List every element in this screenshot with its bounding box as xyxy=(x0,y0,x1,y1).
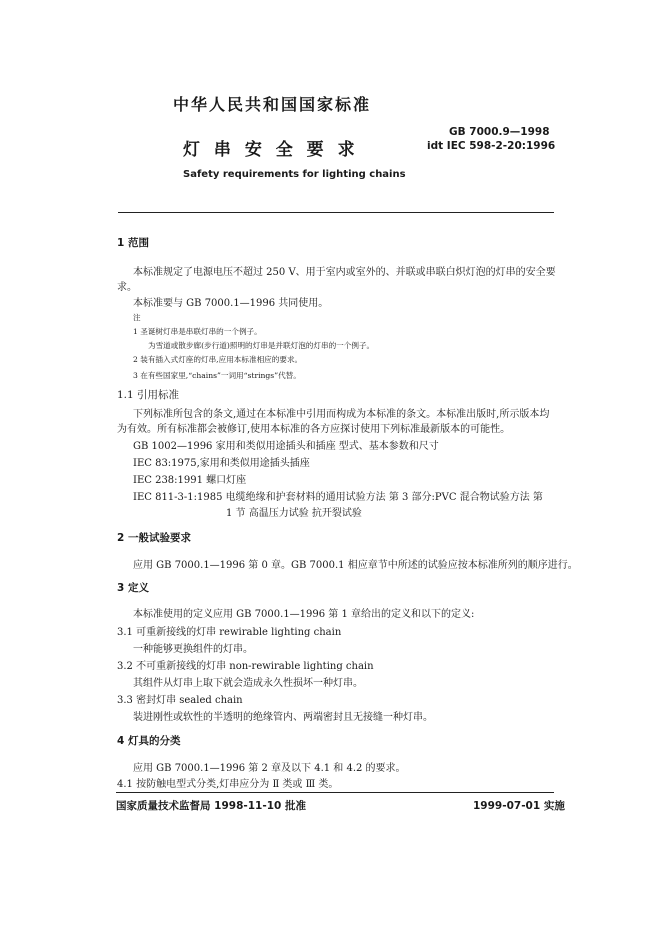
reference-1: GB 1002—1996 家用和类似用途插头和插座 型式、基本参数和尺寸 xyxy=(133,441,439,452)
s2-paragraph: 应用 GB 7000.1—1996 第 0 章。GB 7000.1 相应章节中所述的试验应按本标准所列的顺序进行。 xyxy=(133,560,578,571)
s1-paragraph-1a: 本标准规定了电源电压不超过 250 V、用于室内或室外的、并联或串联白炽灯泡的灯串的安全要 xyxy=(133,267,556,278)
note-1: 1 圣诞树灯串是串联灯串的一个例子。 xyxy=(133,327,262,336)
definition-3-1-text: 一种能够更换组件的灯串。 xyxy=(133,644,253,655)
footer-rule xyxy=(116,792,554,793)
section-3-heading: 3 定义 xyxy=(117,582,149,594)
approval-date: 国家质量技术监督局 1998-11-10 批准 xyxy=(116,800,306,812)
s1-paragraph-1b: 求。 xyxy=(117,282,137,293)
standard-code: GB 7000.9—1998 xyxy=(449,126,550,138)
header-rule xyxy=(118,212,554,213)
reference-2: IEC 83:1975,家用和类似用途插头插座 xyxy=(133,458,310,469)
national-standard-title: 中华人民共和国国家标准 xyxy=(173,95,372,114)
implementation-date: 1999-07-01 实施 xyxy=(473,800,565,812)
document-title-en: Safety requirements for lighting chains xyxy=(183,169,406,180)
s11-paragraph-a: 下列标准所包含的条文,通过在本标准中引用而构成为本标准的条文。本标准出版时,所示版本均 xyxy=(133,409,550,420)
section-1-heading: 1 范围 xyxy=(117,237,149,249)
section-2-heading: 2 一般试验要求 xyxy=(117,532,191,544)
s4-paragraph-2: 4.1 按防触电型式分类,灯串应分为 Ⅱ 类或 Ⅲ 类。 xyxy=(117,779,339,790)
s1-paragraph-2: 本标准要与 GB 7000.1—1996 共同使用。 xyxy=(133,298,329,309)
definition-3-3-text: 装进刚性或软性的半透明的绝缘管内、两端密封且无接缝一种灯串。 xyxy=(133,712,433,723)
definition-3-2: 3.2 不可重新接线的灯串 non-rewirable lighting chain xyxy=(117,661,374,672)
note-2: 2 装有插入式灯座的灯串,应用本标准相应的要求。 xyxy=(133,355,303,364)
document-title-cn: 灯 串 安 全 要 求 xyxy=(183,140,359,160)
note-1b: 为雪道或散步廊(步行道)照明的灯串是并联灯泡的灯串的一个例子。 xyxy=(148,341,375,350)
definition-3-2-text: 其组件从灯串上取下就会造成永久性损坏一种灯串。 xyxy=(133,678,363,689)
note-3: 3 在有些国家里,“chains”一词用“strings”代替。 xyxy=(133,371,301,380)
reference-4b: 1 节 高温压力试验 抗开裂试验 xyxy=(226,508,362,519)
idt-reference: idt IEC 598-2-20:1996 xyxy=(427,140,556,152)
s4-paragraph-1: 应用 GB 7000.1—1996 第 2 章及以下 4.1 和 4.2 的要求。 xyxy=(133,763,406,774)
reference-4: IEC 811-3-1:1985 电缆绝缘和护套材料的通用试验方法 第 3 部分:PVC 混合物试验方法 第 xyxy=(133,492,543,503)
section-1-1-heading: 1.1 引用标准 xyxy=(117,389,180,401)
reference-3: IEC 238:1991 螺口灯座 xyxy=(133,475,247,486)
note-label: 注 xyxy=(133,313,141,322)
definition-3-3: 3.3 密封灯串 sealed chain xyxy=(117,695,243,706)
s3-paragraph: 本标准使用的定义应用 GB 7000.1—1996 第 1 章给出的定义和以下的定义: xyxy=(133,609,475,620)
section-4-heading: 4 灯具的分类 xyxy=(117,735,181,747)
definition-3-1: 3.1 可重新接线的灯串 rewirable lighting chain xyxy=(117,627,342,638)
s11-paragraph-b: 为有效。所有标准都会被修订,使用本标准的各方应探讨使用下列标准最新版本的可能性。 xyxy=(117,424,511,435)
